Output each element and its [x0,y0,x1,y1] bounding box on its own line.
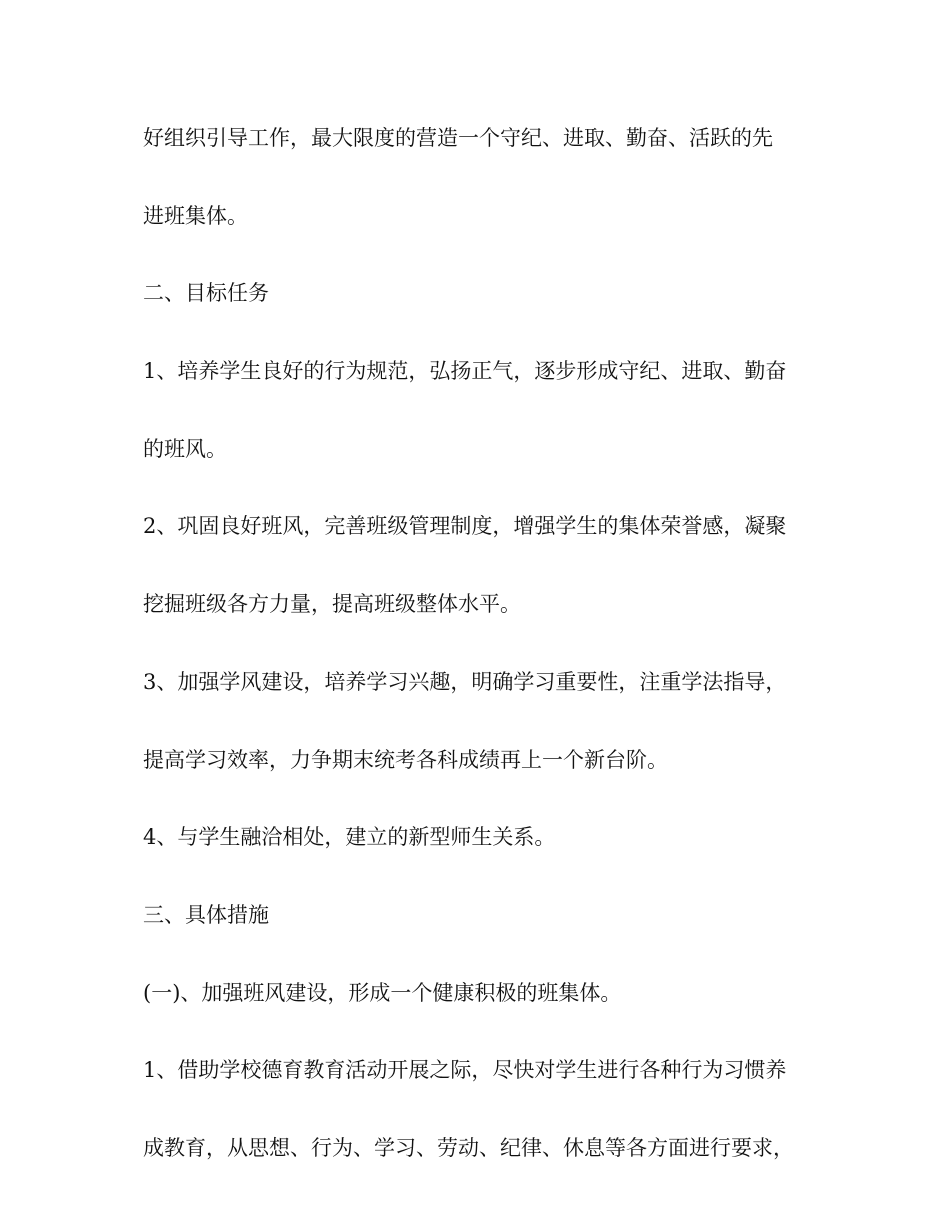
list-item-line: 3、加强学风建设，培养学习兴趣，明确学习重要性，注重学法指导， [143,669,787,694]
section-heading: 三、具体措施 [143,902,269,927]
section-heading: 二、目标任务 [143,281,269,306]
list-item-line: 的班风。 [143,436,227,461]
list-item-line: 提高学习效率，力争期末统考各科成绩再上一个新台阶。 [143,747,668,772]
paragraph-line: 好组织引导工作，最大限度的营造一个守纪、进取、勤奋、活跃的先 [143,126,773,150]
list-item-line: 4、与学生融洽相处，建立的新型师生关系。 [143,825,556,850]
list-item-line: 1、培养学生良好的行为规范，弘扬正气，逐步形成守纪、进取、勤奋 [143,359,787,384]
list-item-line: 成教育，从思想、行为、学习、劳动、纪律、休息等各方面进行要求， [143,1135,794,1160]
list-item-line: 2、巩固良好班风，完善班级管理制度，增强学生的集体荣誉感，凝聚 [143,514,787,539]
document-body [143,125,823,1213]
list-item-line: 挖掘班级各方力量，提高班级整体水平。 [143,592,521,617]
list-item-line: 1、借助学校德育教育活动开展之际，尽快对学生进行各种行为习惯养 [143,1058,787,1083]
paragraph-line: 进班集体。 [143,203,248,228]
subsection-heading: (一)、加强班风建设，形成一个健康积极的班集体。 [143,980,622,1005]
